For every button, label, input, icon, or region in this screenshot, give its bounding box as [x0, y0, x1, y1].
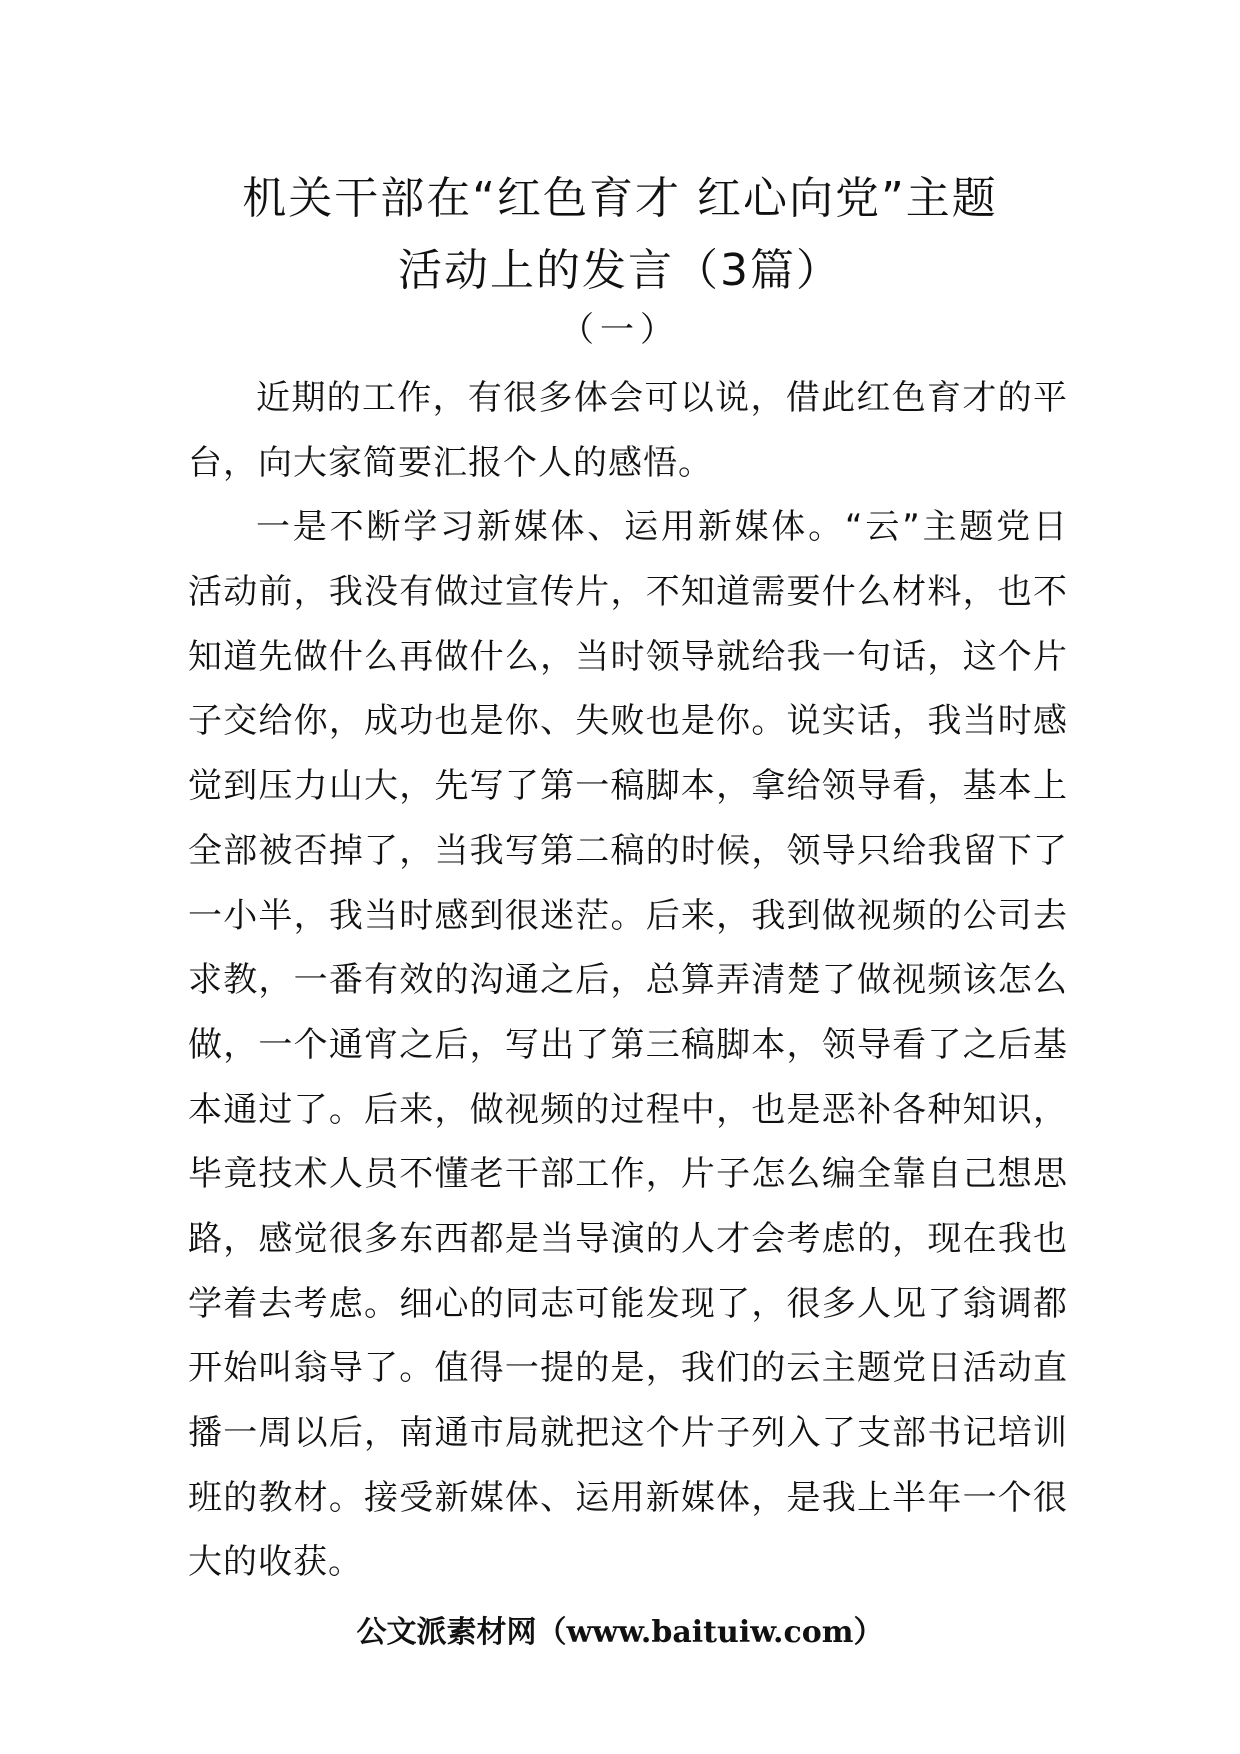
body-line: 路，感觉很多东西都是当导演的人才会考虑的，现在我也	[188, 1218, 1068, 1259]
body-line: 播一周以后，南通市局就把这个片子列入了支部书记培训	[188, 1413, 1068, 1453]
body-line: 子交给你，成功也是你、失败也是你。说实话，我当时感	[188, 701, 1068, 742]
document-title-line-2: 活动上的发言（3篇）	[398, 245, 842, 296]
body-line: 觉到压力山大，先写了第一稿脚本，拿给领导看，基本上	[188, 766, 1068, 807]
body-line: 一是不断学习新媒体、运用新媒体。“云”主题党日	[256, 507, 1068, 548]
body-line: 班的教材。接受新媒体、运用新媒体，是我上半年一个很	[188, 1477, 1068, 1518]
body-line: 学着去考虑。细心的同志可能发现了，很多人见了翁调都	[188, 1283, 1068, 1324]
body-line: 毕竟技术人员不懂老干部工作，片子怎么编全靠自己想思	[188, 1154, 1068, 1195]
body-line: 求教，一番有效的沟通之后，总算弄清楚了做视频该怎么	[188, 960, 1068, 1001]
body-line: 活动前，我没有做过宣传片，不知道需要什么材料，也不	[188, 572, 1068, 613]
document-body	[188, 366, 1068, 1595]
footer-site-url: www.baituiw.com	[566, 1615, 854, 1650]
body-line: 全部被否掉了，当我写第二稿的时候，领导只给我留下了	[188, 830, 1068, 871]
body-line: 大的收获。	[188, 1542, 363, 1583]
document-title-line-1: 机关干部在“红色育才 红心向党”主题	[242, 173, 998, 224]
body-line: 本通过了。后来，做视频的过程中，也是恶补各种知识，	[188, 1089, 1068, 1130]
footer-close-paren: ）	[853, 1615, 884, 1650]
body-line: 做，一个通宵之后，写出了第三稿脚本，领导看了之后基	[188, 1024, 1068, 1065]
body-line: 知道先做什么再做什么，当时领导就给我一句话，这个片	[188, 636, 1068, 677]
footer-site-name: 公文派素材网（	[356, 1615, 567, 1650]
footer-watermark	[0, 1608, 1240, 1658]
body-line: 一小半，我当时感到很迷茫。后来，我到做视频的公司去	[188, 895, 1068, 936]
section-number: （一）	[560, 310, 680, 350]
body-line: 近期的工作，有很多体会可以说，借此红色育才的平	[256, 378, 1068, 418]
body-line: 台，向大家简要汇报个人的感悟。	[188, 442, 713, 483]
body-line: 开始叫翁导了。值得一提的是，我们的云主题党日活动直	[188, 1348, 1068, 1389]
